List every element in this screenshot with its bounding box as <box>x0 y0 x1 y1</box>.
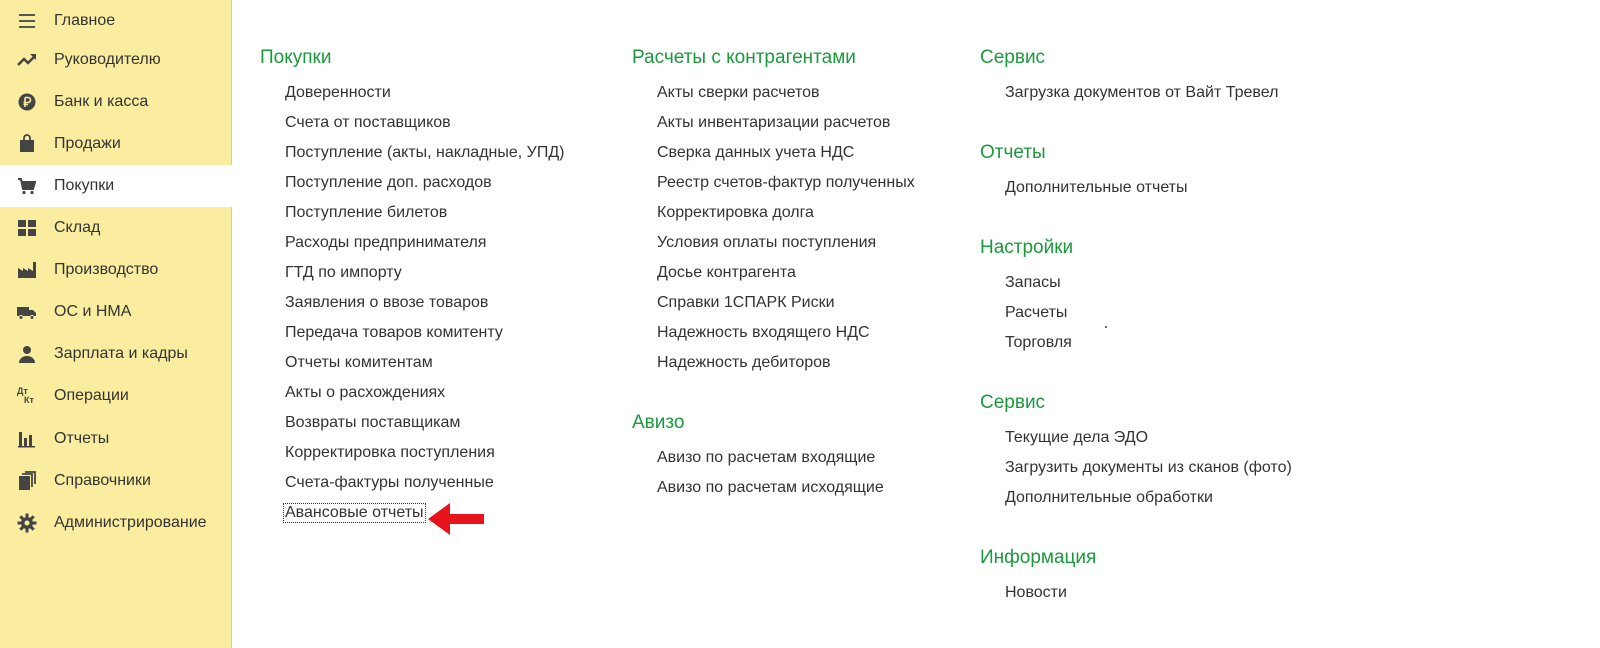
sidebar-item-warehouse[interactable] <box>0 207 232 249</box>
link-incoming-vat-reliability[interactable]: Надежность входящего НДС <box>657 324 870 341</box>
link-discrepancy-acts[interactable]: Акты о расхождениях <box>285 384 446 401</box>
link-counterparty-dossier[interactable]: Досье контрагента <box>657 264 796 281</box>
factory-icon <box>17 260 37 280</box>
link-supplier-invoices[interactable]: Счета от поставщиков <box>285 114 451 131</box>
trend-up-icon <box>17 50 37 70</box>
link-vat-reconciliation[interactable]: Сверка данных учета НДС <box>657 144 855 161</box>
bar-chart-icon <box>17 429 37 449</box>
sidebar-item-label: Продажи <box>54 135 121 152</box>
link-received-invoices[interactable]: Счета-фактуры полученные <box>285 474 494 491</box>
sidebar-item-operations[interactable] <box>0 375 232 417</box>
link-load-from-scans[interactable]: Загрузить документы из сканов (фото) <box>1005 459 1292 476</box>
link-additional-reports[interactable]: Дополнительные отчеты <box>1005 179 1188 196</box>
sidebar-item-label: Руководителю <box>54 51 161 68</box>
link-tickets[interactable]: Поступление билетов <box>285 204 448 221</box>
red-arrow-pointer-icon <box>428 502 488 536</box>
sidebar-item-label: Производство <box>54 261 159 278</box>
sidebar-item-sales[interactable] <box>0 123 232 165</box>
link-settings-trade[interactable]: Торговля <box>1005 334 1072 351</box>
section-title-counterparty-settlements: Расчеты с контрагентами <box>632 47 856 68</box>
kt-label: Кт <box>24 395 34 405</box>
link-payment-terms[interactable]: Условия оплаты поступления <box>657 234 877 251</box>
link-white-travel-import[interactable]: Загрузка документов от Вайт Тревел <box>1005 84 1279 101</box>
stray-dot <box>1105 326 1107 328</box>
sidebar-item-label: Зарплата и кадры <box>54 345 188 362</box>
link-transfer-to-committent[interactable]: Передача товаров комитенту <box>285 324 503 341</box>
link-avizo-outgoing[interactable]: Авизо по расчетам исходящие <box>657 479 884 496</box>
section-title-service: Сервис <box>980 47 1046 68</box>
section-title-information: Информация <box>980 547 1097 568</box>
sidebar-item-label: Справочники <box>54 472 151 489</box>
sidebar-item-manager[interactable] <box>0 39 232 81</box>
sidebar-item-label: Отчеты <box>54 430 110 447</box>
cart-icon <box>17 176 37 196</box>
link-settings-stocks[interactable]: Запасы <box>1005 274 1061 291</box>
link-settings-settlements[interactable]: Расчеты <box>1005 304 1068 321</box>
sidebar-item-reports[interactable] <box>0 418 232 460</box>
ruble-coin-icon <box>17 92 37 112</box>
sidebar-item-label: Банк и касса <box>54 93 149 110</box>
sidebar-item-bank[interactable] <box>0 81 232 123</box>
truck-icon <box>17 302 37 322</box>
link-supplier-returns[interactable]: Возвраты поставщикам <box>285 414 461 431</box>
gear-icon <box>17 513 37 533</box>
sidebar-item-label: Покупки <box>54 177 115 194</box>
link-customs-declarations[interactable]: ГТД по импорту <box>285 264 402 281</box>
link-entrepreneur-expenses[interactable]: Расходы предпринимателя <box>285 234 487 251</box>
menu-icon <box>17 11 37 31</box>
section-title-avizo: Авизо <box>632 412 685 433</box>
section-title-purchases: Покупки <box>260 47 332 68</box>
link-debt-adjustment[interactable]: Корректировка долга <box>657 204 814 221</box>
sidebar-item-label: Администрирование <box>54 514 207 531</box>
link-advance-reports[interactable]: Авансовые отчеты <box>285 504 424 521</box>
shopping-bag-icon <box>17 134 37 154</box>
warehouse-grid-icon <box>17 218 37 238</box>
sidebar-item-label: Склад <box>54 219 101 236</box>
sidebar <box>0 0 232 648</box>
sidebar-item-admin[interactable] <box>0 502 232 544</box>
sidebar-item-main[interactable] <box>0 0 232 42</box>
dt-kt-icon <box>17 386 37 406</box>
sidebar-item-directories[interactable] <box>0 460 232 502</box>
link-debtor-reliability[interactable]: Надежность дебиторов <box>657 354 831 371</box>
link-avizo-incoming[interactable]: Авизо по расчетам входящие <box>657 449 876 466</box>
link-doverennosti[interactable]: Доверенности <box>285 84 391 101</box>
link-additional-processing[interactable]: Дополнительные обработки <box>1005 489 1213 506</box>
link-additional-expenses[interactable]: Поступление доп. расходов <box>285 174 492 191</box>
sidebar-item-label: Главное <box>54 12 116 29</box>
sidebar-item-label: Операции <box>54 387 129 404</box>
section-title-settings: Настройки <box>980 237 1074 258</box>
link-1spark-risks[interactable]: Справки 1СПАРК Риски <box>657 294 835 311</box>
link-receipts[interactable]: Поступление (акты, накладные, УПД) <box>285 144 565 161</box>
link-receipt-adjustment[interactable]: Корректировка поступления <box>285 444 495 461</box>
link-inventory-settlement-acts[interactable]: Акты инвентаризации расчетов <box>657 114 891 131</box>
sidebar-item-label: ОС и НМА <box>54 303 132 320</box>
sidebar-item-production[interactable] <box>0 249 232 291</box>
sidebar-item-payroll[interactable] <box>0 333 232 375</box>
link-reconciliation-acts[interactable]: Акты сверки расчетов <box>657 84 820 101</box>
link-committent-reports[interactable]: Отчеты комитентам <box>285 354 433 371</box>
section-title-service-2: Сервис <box>980 392 1046 413</box>
sidebar-item-purchases[interactable] <box>0 165 233 207</box>
link-edo-tasks[interactable]: Текущие дела ЭДО <box>1005 429 1149 446</box>
person-icon <box>17 344 37 364</box>
books-icon <box>17 471 37 491</box>
section-title-reports: Отчеты <box>980 142 1046 163</box>
link-import-statements[interactable]: Заявления о ввозе товаров <box>285 294 489 311</box>
link-received-invoice-register[interactable]: Реестр счетов-фактур полученных <box>657 174 915 191</box>
link-news[interactable]: Новости <box>1005 584 1067 601</box>
dt-label: Дт <box>17 386 28 396</box>
sidebar-item-fixed-assets[interactable] <box>0 291 232 333</box>
